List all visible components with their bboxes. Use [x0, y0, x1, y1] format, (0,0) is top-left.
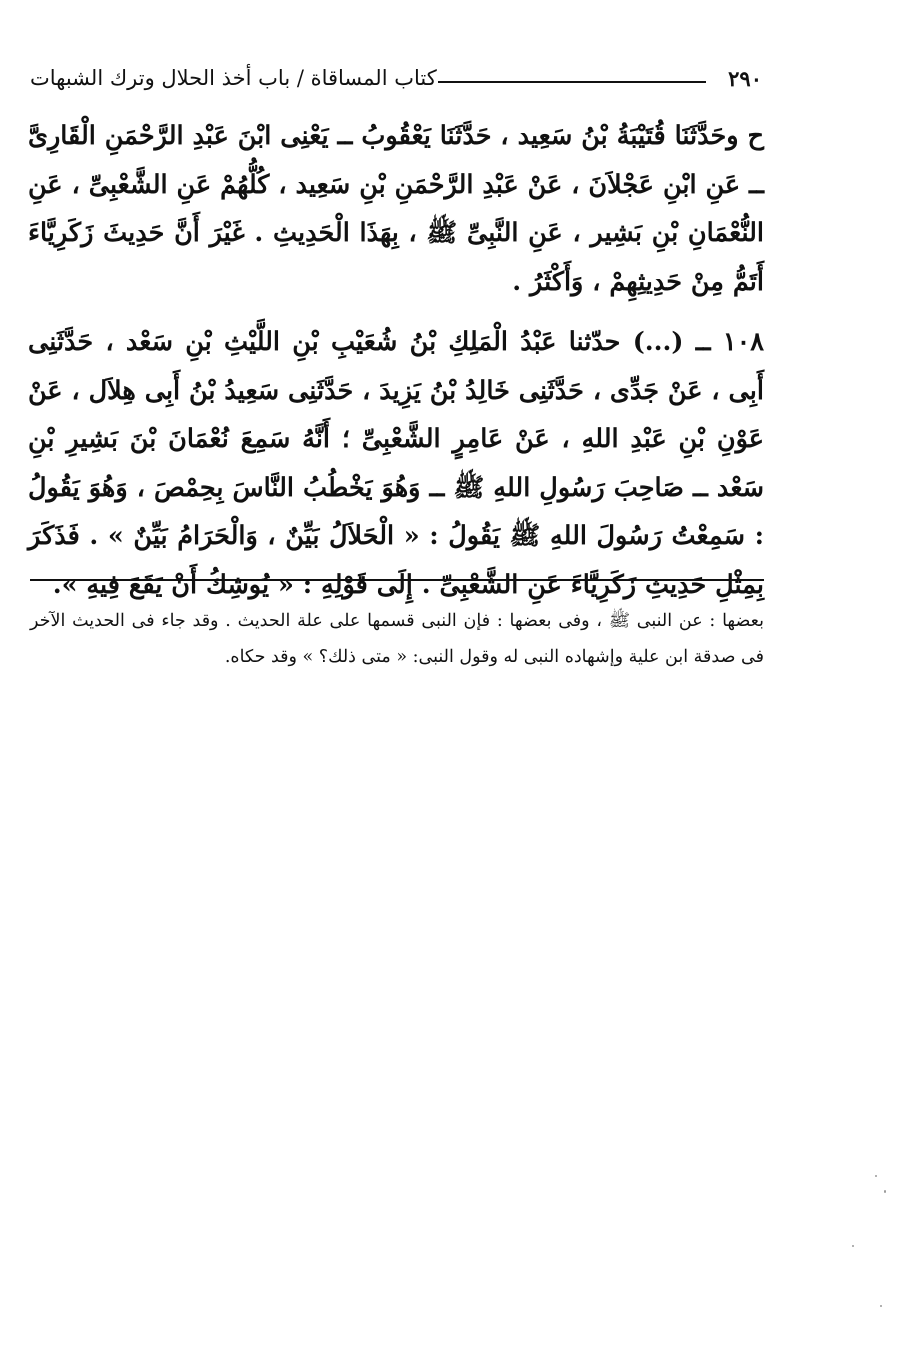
scan-speck: [852, 1245, 854, 1247]
page-header: [30, 62, 762, 98]
running-title: كتاب المساقاة / باب أخذ الحلال وترك الشبهات: [30, 66, 437, 90]
footnote-separator: [30, 579, 764, 581]
scan-speck: [884, 1190, 886, 1193]
page-number: ٢٩٠: [728, 66, 762, 91]
hadith-paragraph-108: ١٠٨ ــ (...) حدّثنا عَبْدُ الْمَلِكِ بْنُ شُعَيْبِ بْنِ اللَّيْثِ بْنِ سَعْد ، حَدَّثَنِى أَبِى ، عَنْ جَدِّى ، حَدَّثَنِى خَالِدُ بْنُ يَزِيدَ ، حَدَّثَنِى سَعِيدُ بْنُ أَبِى هِلاَل ، عَنْ عَوْنِ بْنِ عَبْدِ اللهِ ، عَنْ عَامِرٍ الشَّعْبِىِّ ؛ أَنَّهُ سَمِعَ نُعْمَانَ بْنَ بَشِيرِ بْنِ سَعْد ــ صَاحِبَ رَسُولِ اللهِ ﷺ ــ وَهُوَ يَخْطُبُ النَّاسَ بِحِمْصَ ، وَهُوَ يَقُولُ : سَمِعْتُ رَسُولَ اللهِ ﷺ يَقُولُ : « الْحَلاَلُ بَيِّنٌ ، وَالْحَرَامُ بَيِّنٌ » . فَذَكَرَ بِمِثْلِ حَدِيثِ زَكَرِيَّاءَ عَنِ الشَّعْبِىِّ . إِلَى قَوْلِهِ : « يُوشِكُ أَنْ يَقَعَ فِيهِ ».: [28, 327, 764, 600]
header-rule: [438, 81, 706, 83]
hadith-paragraph-1: ح وحَدَّثَنَا قُتَيْبَةُ بْنُ سَعِيد ، حَدَّثَنَا يَعْقُوبُ ــ يَعْنِى ابْنَ عَبْدِ الرَّحْمَنِ الْقَارِىَّ ــ عَنِ ابْنِ عَجْلاَنَ ، عَنْ عَبْدِ الرَّحْمَنِ بْنِ سَعِيد ، كُلُّهُمْ عَنِ الشَّعْبِىِّ ، عَنِ النُّعْمَانِ بْنِ بَشِير ، عَنِ النَّبِىِّ ﷺ ، بِهَذَا الْحَدِيثِ . غَيْرَ أَنَّ حَدِيثَ زَكَرِيَّاءَ أَتَمُّ مِنْ حَدِيثِهِمْ ، وَأَكْثَرُ .: [28, 121, 764, 297]
scan-speck: [875, 1175, 877, 1177]
footnote: بعضها : عن النبى ﷺ ، وفى بعضها : فإن النبى قسمها على علة الحديث . وقد جاء فى الحديث الآخر فى صدقة ابن علية وإشهاده النبى له وقول النبى: « متى ذلك؟ » وقد حكاه.: [30, 611, 764, 667]
main-text: [28, 112, 764, 609]
scan-speck: [880, 1305, 882, 1307]
